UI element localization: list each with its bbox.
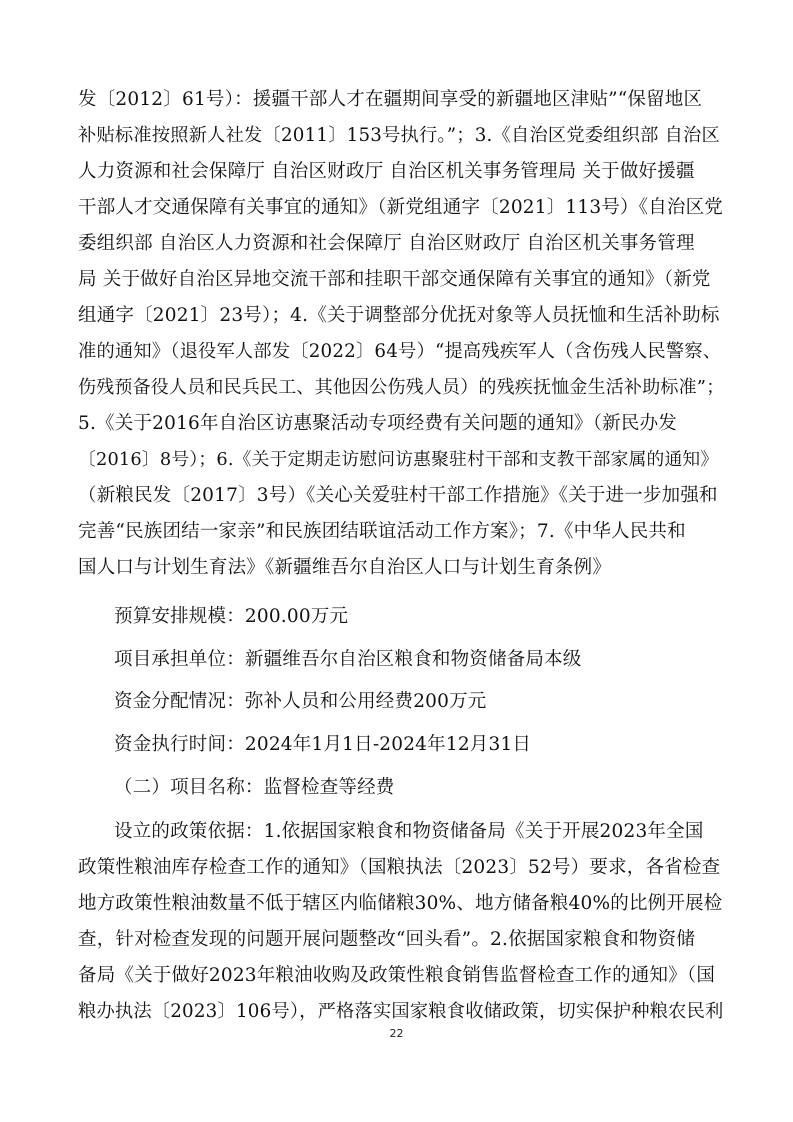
text-line: 查，针对检查发现的问题开展问题整改“回头看”。2.依据国家粮食和物资储 (78, 929, 696, 950)
text-line: 国人口与计划生育法》《新疆维吾尔自治区人口与计划生育条例》 (78, 557, 612, 578)
page-number: 22 (389, 1027, 404, 1040)
text-line: 粮办执法〔2023〕106号），严格落实国家粮食收储政策，切实保护种粮农民利 (78, 1001, 724, 1022)
text-line: 伤残预备役人员和民兵民工、其他因公伤残人员）的残疾抚恤金生活补助标准”； (78, 377, 725, 398)
execution-time: 资金执行时间：2024年1月1日-2024年12月31日 (114, 734, 532, 755)
text-line: 5.《关于2016年自治区访惠聚活动专项经费有关问题的通知》（新民办发 (78, 413, 677, 434)
text-line: 局 关于做好自治区异地交流干部和挂职干部交通保障有关事宜的通知》（新党 (78, 269, 711, 290)
text-line: 备局《关于做好2023年粮油收购及政策性粮食销售监督检查工作的通知》（国 (78, 965, 716, 986)
section-heading: （二）项目名称：监督检查等经费 (114, 777, 395, 798)
text-line: 人力资源和社会保障厅 自治区财政厅 自治区机关事务管理局 关于做好援疆 (78, 161, 695, 182)
text-line: 〔2016〕8号）；6.《关于定期走访慰问访惠聚驻村干部和支教干部家属的通知》 (78, 450, 719, 470)
text-line: 组通字〔2021〕23号）；4.《关于调整部分优抚对象等人员抚恤和生活补助标 (78, 305, 720, 326)
text-line: （新粮民发〔2017〕3号）《关心关爱驻村干部工作措施》《关于进一步加强和 (78, 485, 718, 506)
text-line: 地方政策性粮油数量不低于辖区内临储粮30%、地方储备粮40%的比例开展检 (78, 893, 723, 914)
text-line: 发〔2012〕61号）：援疆干部人才在疆期间享受的新疆地区津贴”“保留地区 (78, 89, 703, 110)
budget-scale: 预算安排规模：200.00万元 (114, 606, 349, 627)
text-line: 政策性粮油库存检查工作的通知》（国粮执法〔2023〕52号）要求，各省检查 (78, 857, 721, 878)
text-line: 准的通知》（退役军人部发〔2022〕64号）“提高残疾军人（含伤残人民警察、 (78, 341, 722, 362)
text-line: 补贴标准按照新人社发〔2011〕153号执行。”；3.《自治区党委组织部 自治区 (78, 125, 720, 146)
text-line: 干部人才交通保障有关事宜的通知》（新党组通字〔2021〕113号）《自治区党 (78, 197, 723, 218)
fund-allocation: 资金分配情况：弥补人员和公用经费200万元 (114, 691, 487, 712)
project-unit: 项目承担单位：新疆维吾尔自治区粮食和物资储备局本级 (114, 649, 582, 670)
text-line: 完善“民族团结一家亲”和民族团结联谊活动工作方案》；7.《中华人民共和 (78, 521, 686, 542)
text-line: 设立的政策依据：1.依据国家粮食和物资储备局《关于开展2023年全国 (114, 821, 704, 842)
text-line: 委组织部 自治区人力资源和社会保障厅 自治区财政厅 自治区机关事务管理 (78, 233, 695, 254)
